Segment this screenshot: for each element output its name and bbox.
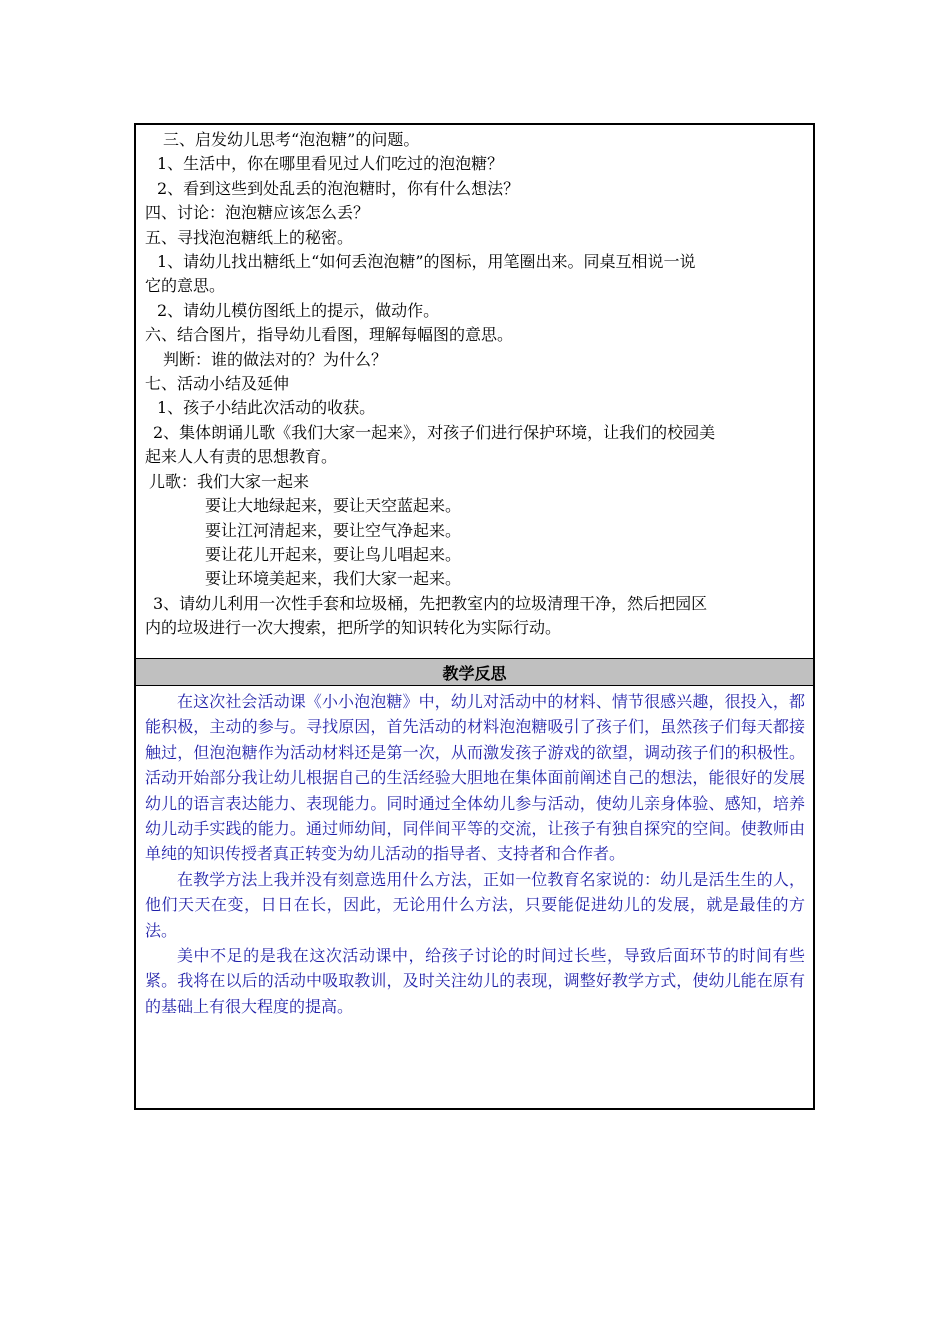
step-7-item-3: 3、请幼儿利用一次性手套和垃圾桶，先把教室内的垃圾清理干净，然后把园区 [153, 593, 708, 613]
step-5-item-1: 1、请幼儿找出糖纸上“如何丢泡泡糖”的图标，用笔圈出来。同桌互相说一说 [157, 252, 696, 272]
step-5-item-2: 2、请幼儿模仿图纸上的提示，做动作。 [157, 300, 440, 320]
reflection-paragraph: 在教学方法上我并没有刻意选用什么方法，正如一位教育名家说的：幼儿是活生生的人，他们天天在变，日日在长，因此，无论用什么方法，只要能促进幼儿的发展，就是最佳的方法。 [145, 869, 805, 940]
lesson-plan-table [134, 123, 815, 1110]
step-3-item-1: 1、生活中，你在哪里看见过人们吃过的泡泡糖？ [157, 154, 504, 174]
step-3-heading: 三、启发幼儿思考“泡泡糖”的问题。 [163, 130, 420, 149]
reflection-paragraph: 美中不足的是我在这次活动课中，给孩子讨论的时间过长些，导致后面环节的时间有些紧。我将在以后的活动中吸取教训，及时关注幼儿的表现，调整好教学方式，使幼儿能在原有的基础上有很大程度的提高。 [145, 946, 805, 1016]
teaching-reflection-header [136, 658, 813, 686]
step-7-item-3-cont: 内的垃圾进行一次大搜索，把所学的知识转化为实际行动。 [145, 618, 562, 638]
poem-line: 要让花儿开起来，要让鸟儿唱起来。 [205, 544, 462, 564]
step-5-item-1-cont: 它的意思。 [145, 276, 226, 296]
step-3-item-2: 2、看到这些到处乱丢的泡泡糖时，你有什么想法？ [157, 178, 520, 198]
step-5-heading: 五、寻找泡泡糖纸上的秘密。 [145, 227, 354, 247]
activity-process-cell [136, 125, 813, 658]
poem-line: 要让环境美起来，我们大家一起来。 [205, 569, 462, 589]
section-title: 教学反思 [442, 663, 507, 683]
poem-line: 要让江河清起来，要让空气净起来。 [205, 520, 462, 540]
step-6-heading: 六、结合图片，指导幼儿看图，理解每幅图的意思。 [145, 325, 514, 345]
poem-title: 儿歌：我们大家一起来 [149, 471, 310, 491]
step-4-heading: 四、讨论：泡泡糖应该怎么丢？ [145, 203, 370, 223]
step-7-item-1: 1、孩子小结此次活动的收获。 [157, 398, 376, 418]
step-7-heading: 七、活动小结及延伸 [145, 374, 290, 394]
poem-line: 要让大地绿起来，要让天空蓝起来。 [205, 496, 462, 516]
step-7-item-2: 2、集体朗诵儿歌《我们大家一起来》，对孩子们进行保护环境，让我们的校园美 [153, 422, 716, 442]
step-7-item-2-cont: 起来人人有责的思想教育。 [145, 447, 338, 467]
teaching-reflection-cell [136, 686, 813, 1108]
reflection-paragraph: 在这次社会活动课《小小泡泡糖》中，幼儿对活动中的材料、情节很感兴趣，很投入，都能积极，主动的参与。寻找原因，首先活动的材料泡泡糖吸引了孩子们，虽然孩子们每天都接触过，但泡泡糖作为活动材料还是第一次，从而激发孩子游戏的欲望，调动孩子们的积极性。活动开始部分我让幼儿根据自己的生活经验大胆地在集体面前阐述自己的想法，能很好的发展幼儿的语言表达能力、表现能力。同时通过全体幼儿参与活动，使幼儿亲身体验、感知，培养幼儿动手实践的能力。通过师幼间，同伴间平等的交流，让孩子有独自探究的空间。使教师由单纯的知识传授者真正转变为幼儿活动的指导者、支持者和合作者。 [145, 692, 805, 864]
step-6-judge: 判断：谁的做法对的？为什么？ [163, 349, 388, 369]
